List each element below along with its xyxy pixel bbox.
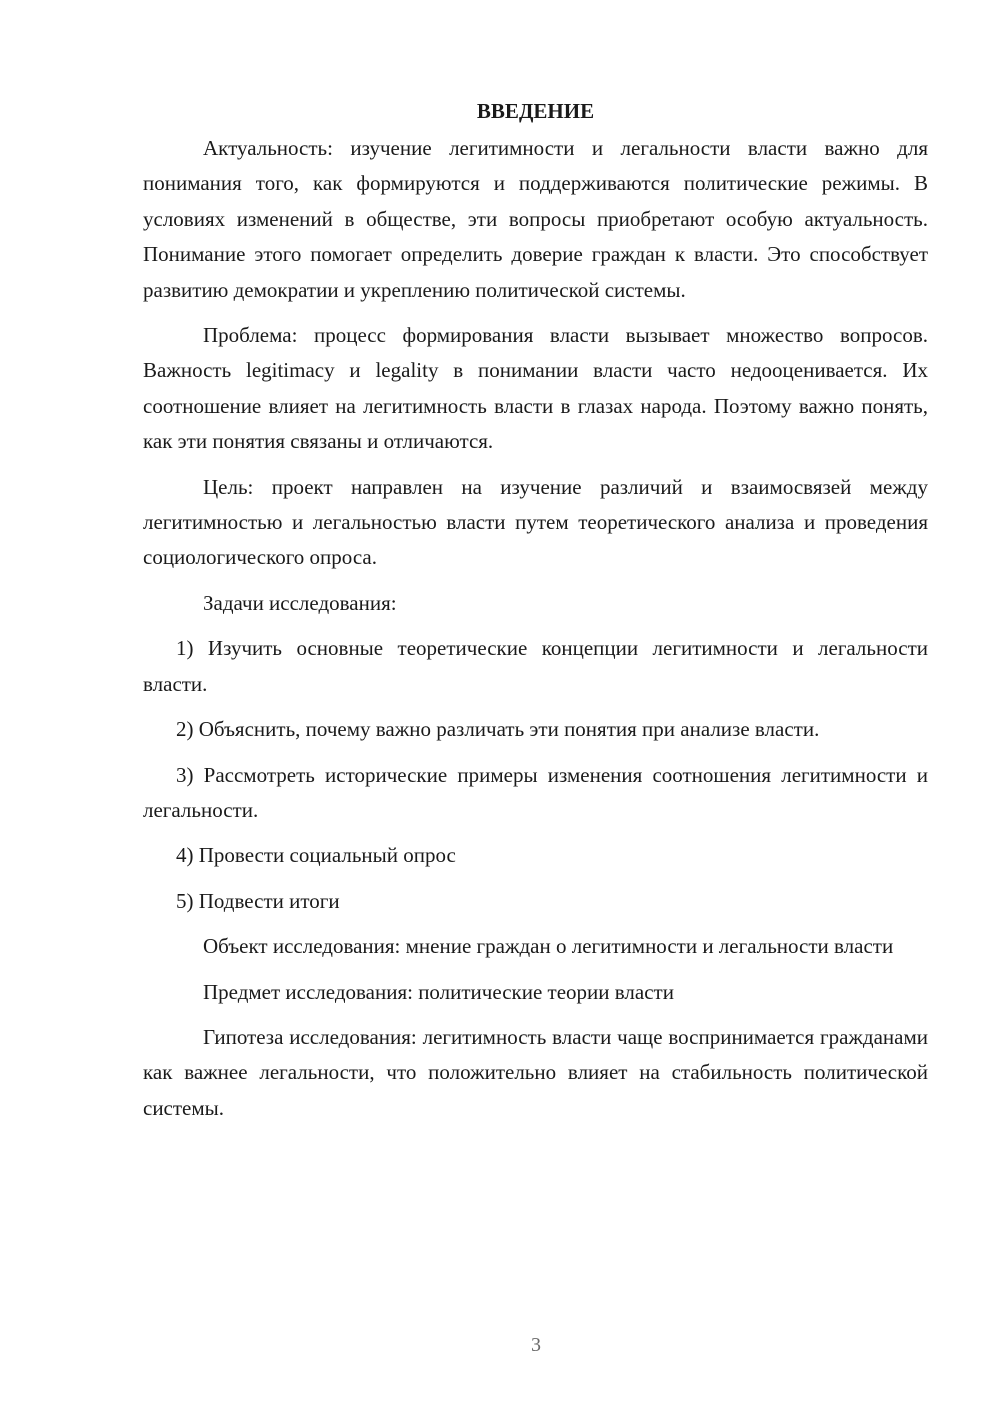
paragraph-object: Объект исследования: мнение граждан о легитимности и легальности власти bbox=[203, 934, 894, 959]
document-page bbox=[143, 96, 928, 1136]
task-item: 1) Изучить основные теоретические концепции легитимности и легальности власти. bbox=[143, 636, 928, 696]
task-item: 5) Подвести итоги bbox=[176, 888, 340, 913]
paragraph-tasks-heading: Задачи исследования: bbox=[203, 590, 397, 615]
paragraph-relevance: Актуальность: изучение легитимности и легальности власти важно для понимания того, как формируются и поддерживаются политические режимы. В условиях изменений в обществе, эти вопросы приобретают особую актуальность. Понимание этого помогает определить доверие граждан к власти. Это способствует развитию демократии и укреплению политической системы. bbox=[143, 136, 928, 302]
paragraph-hypothesis: Гипотеза исследования: легитимность власти чаще воспринимается гражданами как важнее легальности, что положительно влияет на стабильность политической системы. bbox=[143, 1024, 928, 1120]
task-item: 4) Провести социальный опрос bbox=[176, 843, 456, 868]
task-item: 3) Рассмотреть исторические примеры изменения соотношения легитимности и легальности. bbox=[143, 762, 928, 822]
section-heading: ВВЕДЕНИЕ bbox=[476, 99, 595, 123]
task-item: 2) Объяснить, почему важно различать эти понятия при анализе власти. bbox=[176, 717, 820, 742]
page-number: 3 bbox=[531, 1334, 541, 1356]
paragraph-goal: Цель: проект направлен на изучение различий и взаимосвязей между легитимностью и легальностью власти путем теоретического анализа и проведения социологического опроса. bbox=[143, 474, 928, 570]
paragraph-problem: Проблема: процесс формирования власти вызывает множество вопросов. Важность legitimacy и legality в понимании власти часто недооценивается. Их соотношение влияет на легитимность власти в глазах народа. Поэтому важно понять, как эти понятия связаны и отличаются. bbox=[143, 323, 928, 454]
paragraph-subject: Предмет исследования: политические теории власти bbox=[203, 979, 674, 1004]
